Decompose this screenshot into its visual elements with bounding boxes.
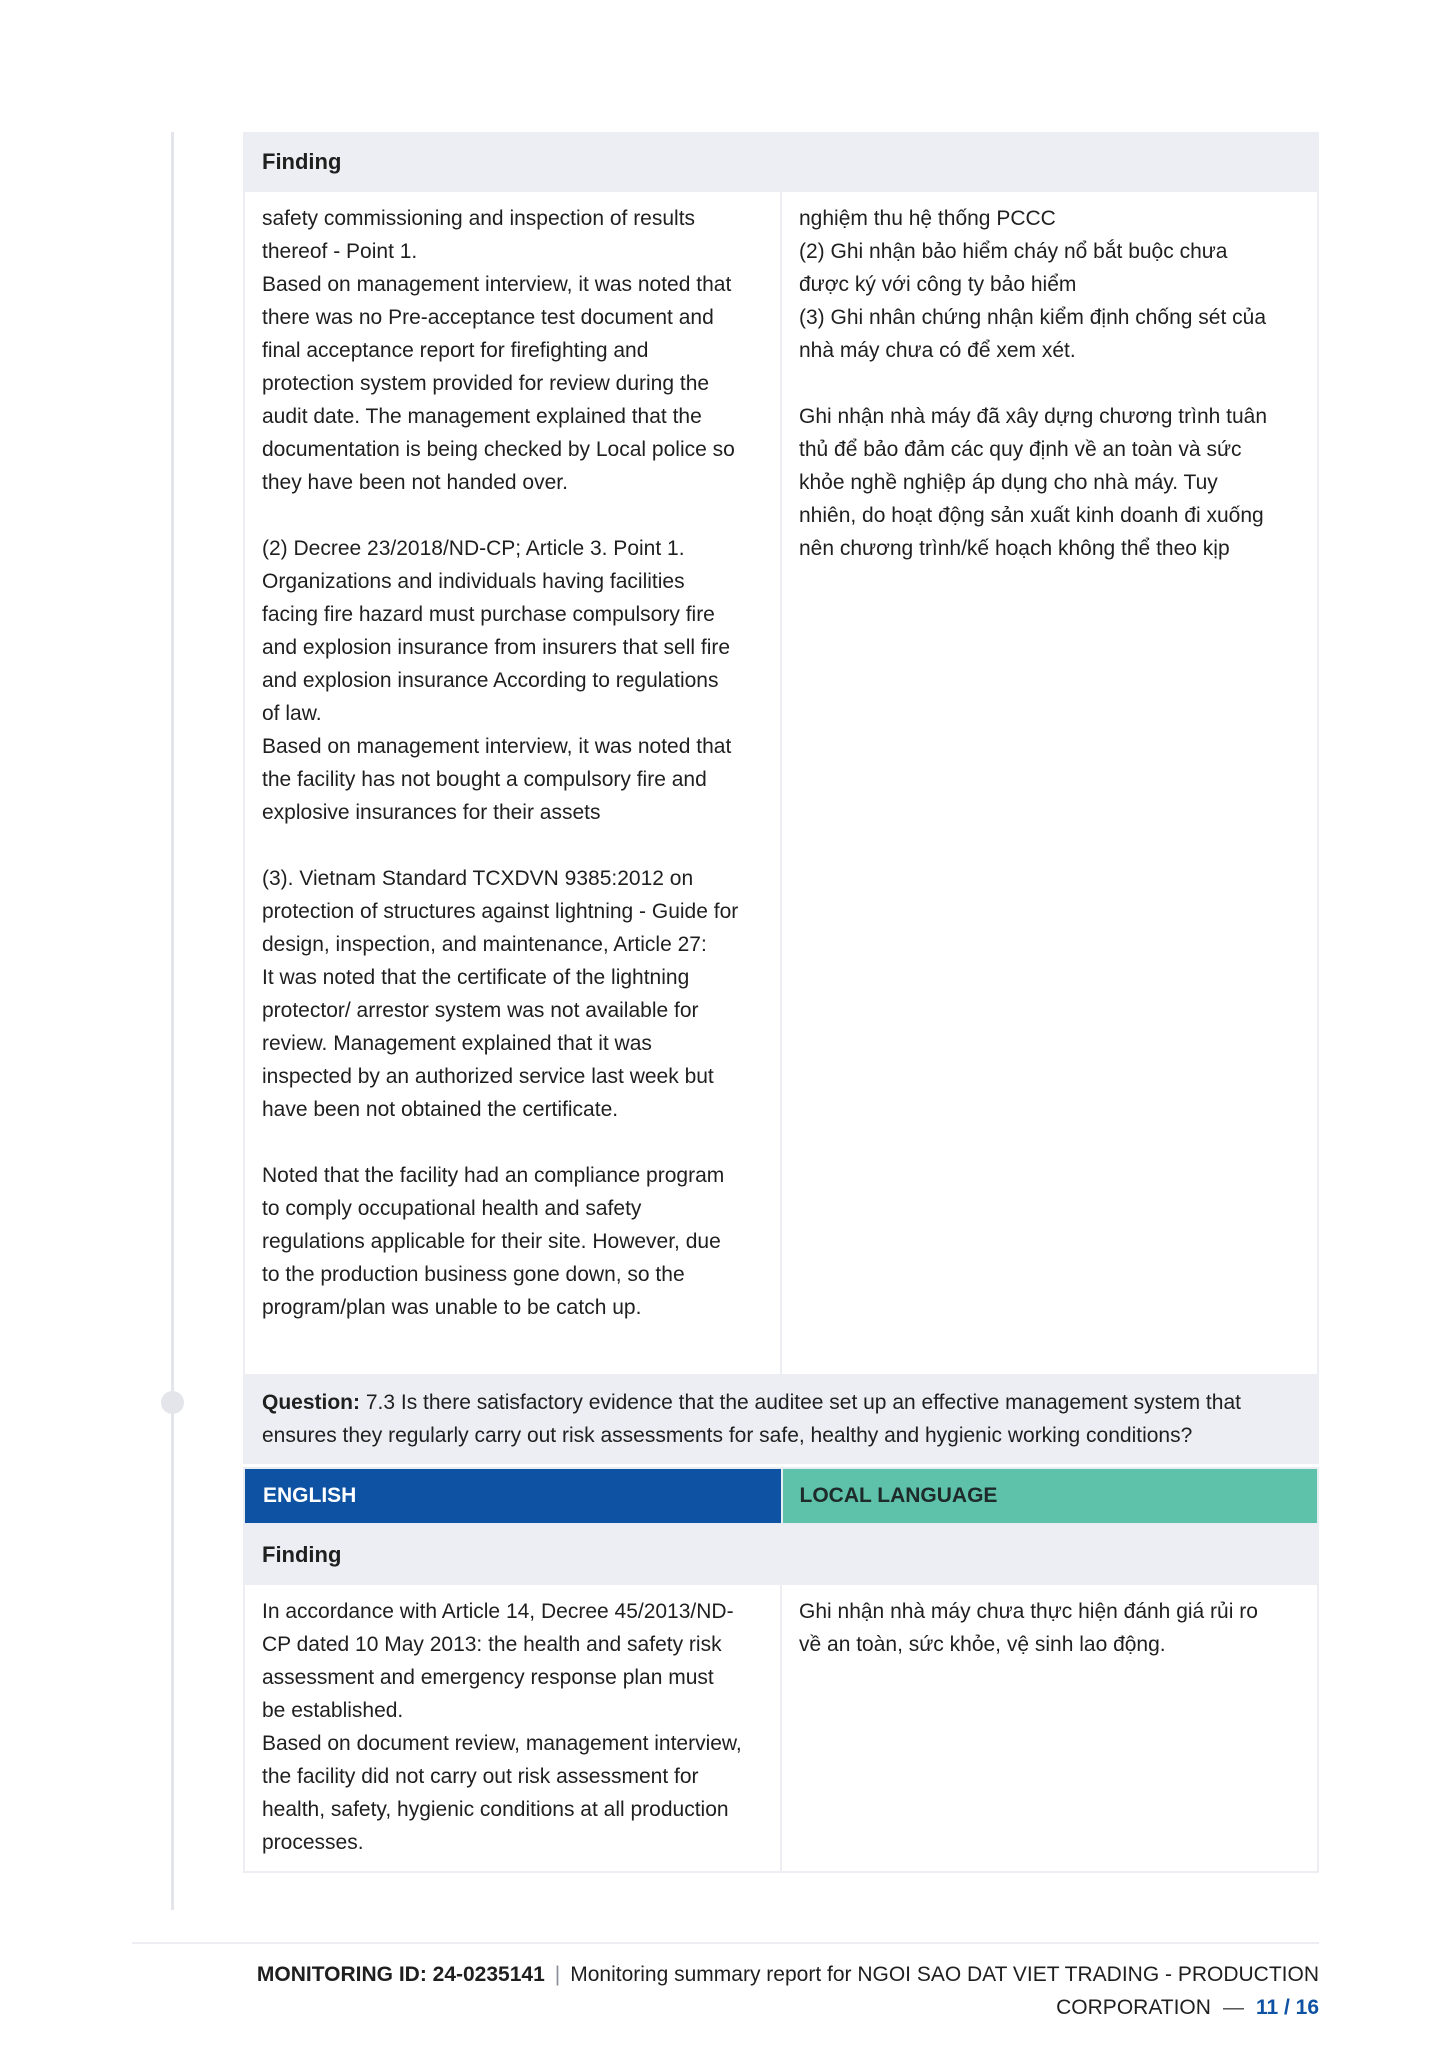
finding-row — [243, 1585, 1319, 1873]
question-text: 7.3 Is there satisfactory evidence that the auditee set up an effective management system that ensures they regularly carry out risk assessments for safe, healthy and hygienic working conditions? — [262, 1391, 1241, 1447]
finding-header: Finding — [243, 1525, 1319, 1585]
page-number: 11 / 16 — [1255, 1996, 1319, 2019]
report-title-line1: Monitoring summary report for NGOI SAO DAT VIET TRADING - PRODUCTION — [570, 1963, 1319, 1986]
english-finding-text: In accordance with Article 14, Decree 45/2013/ND- CP dated 10 May 2013: the health and safety risk assessment and emergency response plan must be established. Based on document review, management interview, the facility did not carry out risk assessment for health, safety, hygienic conditions at all production processes. — [262, 1600, 742, 1854]
footer-dash: — — [1222, 1996, 1244, 2019]
question-box — [243, 1374, 1319, 1464]
local-finding-text: Ghi nhận nhà máy chưa thực hiện đánh giá rủi ro về an toàn, sức khỏe, vệ sinh lao động. — [780, 1585, 1317, 1871]
page-footer — [169, 1958, 1319, 2024]
report-title-line2: CORPORATION — [1056, 1996, 1211, 2019]
finding-section-continued — [243, 132, 1319, 1394]
question-label: Question: — [262, 1391, 360, 1414]
footer-divider — [132, 1942, 1319, 1944]
local-language-column-header: LOCAL LANGUAGE — [783, 1467, 1320, 1525]
timeline-line — [171, 132, 174, 1910]
english-finding-text: safety commissioning and inspection of results thereof - Point 1. Based on management interview, it was noted that there was no Pre-acceptance test document and final acceptance report for firefighting and protection system provided for review during the audit date. The management explained that the documentation is being checked by Local police so they have been not handed over. (2) Decree 23/2018/ND-CP; Article 3. Point 1. Organizations and individuals having facilities facing fire hazard must purchase compulsory fire and explosion insurance from insurers that sell fire and explosion insurance According to regulations of law. Based on management interview, it was noted that the facility has not bought a compulsory fire and explosive insurances for their assets (3). Vietnam Standard TCXDVN 9385:2012 on protection of structures against lightning - Guide for design, inspection, and maintenance, Article 27: It was noted that the certificate of the lightning protector/ arrestor system was not available for review. Management explained that it was inspected by an authorized service last week but have been not obtained the certificate. Noted that the facility had an compliance program to comply occupational health and safety regulations applicable for their site. However, due to the production business gone down, so the program/plan was unable to be catch up. — [262, 207, 739, 1319]
language-header-row — [243, 1467, 1319, 1525]
finding-row — [243, 192, 1319, 1394]
english-column-header: ENGLISH — [243, 1467, 783, 1525]
local-finding-text: nghiệm thu hệ thống PCCC (2) Ghi nhận bảo hiểm cháy nổ bắt buộc chưa được ký với công ty bảo hiểm (3) Ghi nhân chứng nhận kiểm định chống sét của nhà máy chưa có để xem xét. Ghi nhận nhà máy đã xây dựng chương trình tuân thủ để bảo đảm các quy định về an toàn và sức khỏe nghề nghiệp áp dụng cho nhà máy. Tuy nhiên, do hoạt động sản xuất kinh doanh đi xuống nên chương trình/kế hoạch không thể theo kịp — [780, 192, 1317, 1392]
monitoring-id: MONITORING ID: 24-0235141 — [256, 1963, 545, 1986]
footer-separator: | — [554, 1963, 561, 1986]
finding-header: Finding — [243, 132, 1319, 192]
question-section — [243, 1374, 1319, 1873]
timeline-dot — [161, 1391, 184, 1414]
